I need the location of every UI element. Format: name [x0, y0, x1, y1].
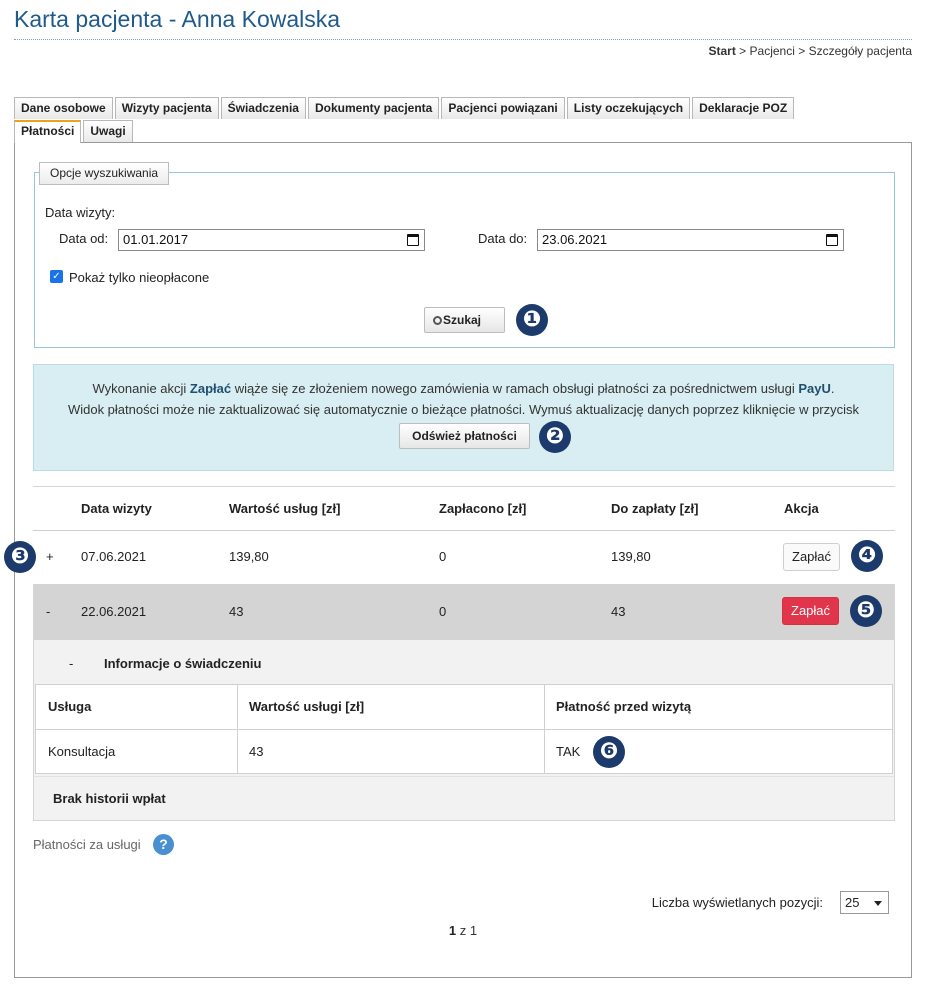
info-text: wiąże się ze złożeniem nowego zamówienia w ramach obsługi płatności za pośrednictwem usługi	[231, 381, 799, 396]
refresh-payments-button[interactable]: Odśwież płatności	[399, 423, 530, 449]
marker-5-icon: ❺	[850, 595, 882, 627]
per-page-select[interactable]	[840, 891, 889, 914]
col-action: Akcja	[784, 501, 819, 516]
breadcrumb-patients[interactable]: Pacjenci	[749, 44, 795, 58]
tab-visits[interactable]: Wizyty pacjenta	[115, 97, 219, 119]
pager-total: 1	[469, 923, 478, 938]
table-row-selected[interactable]	[33, 584, 895, 639]
help-icon[interactable]: ?	[153, 834, 174, 855]
col-visit-date: Data wizyty	[81, 501, 152, 516]
pagination	[15, 923, 911, 938]
info-text: Wykonanie akcji	[92, 381, 190, 396]
row-expand-toggle[interactable]: +	[46, 549, 54, 564]
chevron-down-icon	[874, 901, 882, 906]
date-to-input[interactable]	[537, 229, 844, 251]
breadcrumb-separator: >	[739, 44, 747, 58]
date-from-input[interactable]	[118, 229, 425, 251]
date-from-label: Data od:	[59, 231, 109, 246]
search-button-label: Szukaj	[443, 313, 482, 327]
info-pay-action: Zapłać	[189, 381, 232, 396]
pay-button[interactable]: Zapłać	[783, 543, 840, 571]
payu-info-panel	[33, 364, 894, 471]
tab-payments[interactable]: Płatności	[14, 120, 81, 143]
payments-footer-label: Płatności za usługi	[33, 837, 141, 852]
unpaid-only-checkbox[interactable]: ✓	[50, 270, 63, 283]
table-row-paid: 0	[439, 549, 447, 564]
service-details-panel	[33, 639, 895, 821]
table-top-divider	[33, 486, 895, 487]
info-line-2: Widok płatności może nie zaktualizować się automatycznie o bieżące płatności. Wymuś aktualizację danych poprzez kliknięcie w przycisk	[67, 402, 860, 417]
breadcrumb-start[interactable]: Start	[708, 44, 736, 58]
history-divider	[34, 776, 894, 777]
detail-value: 43	[249, 744, 264, 759]
magnifier-icon	[433, 316, 442, 325]
tab-documents[interactable]: Dokumenty pacjenta	[308, 97, 439, 119]
pay-button-active[interactable]: Zapłać	[782, 597, 839, 625]
marker-2-icon: ❷	[539, 421, 571, 453]
table-row-due: 139,80	[611, 549, 651, 564]
table-row-paid: 0	[439, 604, 447, 619]
tabs-row-1	[14, 97, 796, 119]
title-divider	[14, 39, 912, 40]
col-paid: Zapłacono [zł]	[439, 501, 527, 516]
marker-6-icon: ❻	[593, 736, 625, 768]
table-row-due: 43	[611, 604, 626, 619]
col-service-value: Wartość usługi [zł]	[249, 699, 365, 714]
service-details-table	[35, 684, 893, 774]
tab-services[interactable]: Świadczenia	[221, 97, 306, 119]
col-service-value: Wartość usług [zł]	[229, 501, 341, 516]
page-title: Karta pacjenta - Anna Kowalska	[14, 6, 341, 32]
breadcrumb-separator: >	[798, 44, 806, 58]
service-details-title: Informacje o świadczeniu	[104, 656, 262, 671]
col-due: Do zapłaty [zł]	[611, 501, 699, 516]
marker-1-icon: ❶	[516, 304, 548, 336]
info-text: .	[830, 381, 835, 396]
row-divider	[36, 729, 892, 730]
info-payu: PayU	[798, 381, 831, 396]
tab-poz-declarations[interactable]: Deklaracje POZ	[692, 97, 794, 119]
table-row-value: 139,80	[229, 549, 269, 564]
breadcrumb-patient-details: Szczegóły pacjenta	[808, 44, 912, 58]
info-line-1	[34, 381, 893, 396]
details-collapse-toggle[interactable]: -	[69, 656, 74, 671]
pager-separator: z	[456, 923, 470, 938]
payments-panel	[10, 142, 912, 978]
row-collapse-toggle[interactable]: -	[46, 604, 51, 619]
tabs-row-2	[14, 120, 135, 142]
calendar-icon[interactable]	[407, 234, 419, 246]
payment-history-empty: Brak historii wpłat	[53, 791, 166, 806]
marker-4-icon: ❹	[851, 540, 883, 572]
tab-waiting-lists[interactable]: Listy oczekujących	[567, 97, 690, 119]
col-prepay: Płatność przed wizytą	[556, 699, 692, 714]
tab-personal-data[interactable]: Dane osobowe	[14, 97, 113, 119]
breadcrumb	[708, 44, 912, 58]
search-options-legend: Opcje wyszukiwania	[39, 162, 169, 185]
calendar-icon[interactable]	[826, 234, 838, 246]
tab-notes[interactable]: Uwagi	[83, 120, 132, 142]
visit-date-label: Data wizyty:	[45, 205, 116, 220]
table-header-divider	[33, 530, 895, 531]
per-page-value: 25	[845, 895, 860, 910]
table-row-date: 07.06.2021	[81, 549, 147, 564]
per-page-label: Liczba wyświetlanych pozycji:	[651, 895, 823, 910]
detail-service: Konsultacja	[48, 744, 116, 759]
date-to-label: Data do:	[478, 231, 528, 246]
search-button[interactable]	[424, 307, 505, 333]
table-row-value: 43	[229, 604, 244, 619]
detail-prepay: TAK	[556, 744, 581, 759]
table-row-date: 22.06.2021	[81, 604, 147, 619]
unpaid-only-label: Pokaż tylko nieopłacone	[69, 270, 210, 285]
pager-current[interactable]: 1	[448, 923, 457, 938]
date-from-value: 01.01.2017	[123, 232, 189, 247]
tab-related-patients[interactable]: Pacjenci powiązani	[441, 97, 564, 119]
marker-3-icon: ❸	[4, 541, 36, 573]
search-options	[34, 166, 895, 348]
date-to-value: 23.06.2021	[542, 232, 608, 247]
col-service: Usługa	[48, 699, 92, 714]
